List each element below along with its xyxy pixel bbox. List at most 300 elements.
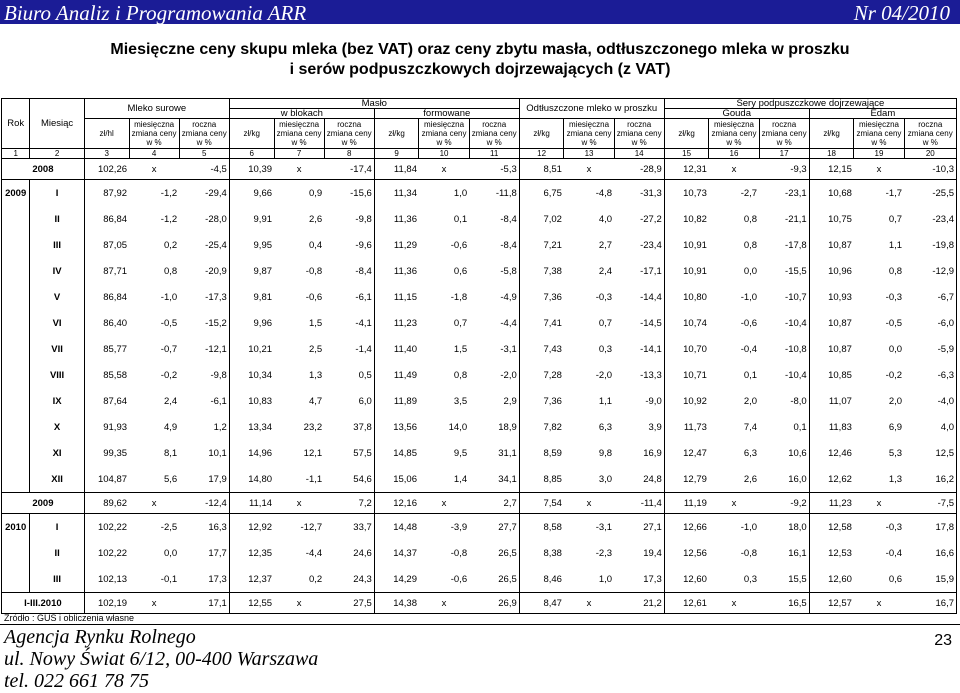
header-line: zmiana ceny: [856, 129, 902, 138]
cell-value: 11,40: [374, 336, 419, 362]
col-sery: Sery podpuszczkowe dojrzewające: [664, 99, 956, 109]
cell-value: 2,6: [743, 473, 758, 485]
cell-value: 12,56: [664, 540, 709, 566]
cell-value: x: [709, 493, 759, 514]
cell-value: 87,64: [84, 388, 129, 414]
cell-value: 11,19: [664, 493, 709, 514]
monthly-change-header: [419, 119, 469, 149]
cell-value: 10,74: [664, 310, 709, 336]
cell-value: 86,84: [84, 284, 129, 310]
cell-value: -4,5: [179, 159, 229, 180]
cell-value: -11,4: [614, 493, 664, 514]
cell-value: 7,38: [519, 258, 564, 284]
cell-rok: 2008: [2, 159, 85, 180]
cell-value: -0,4: [740, 343, 758, 355]
cell-value: -11,8: [469, 180, 519, 207]
cell-value: 1,0: [598, 573, 613, 585]
cell-value: 10,39: [229, 159, 274, 180]
cell-value: 102,13: [84, 566, 129, 593]
cell-rok: [2, 540, 30, 566]
cell-value: -0,1: [160, 573, 178, 585]
cell-rok: [2, 310, 30, 336]
cell-value: -12,9: [904, 258, 956, 284]
cell-value: 9,5: [453, 447, 468, 459]
cell-value: 10,91: [664, 232, 709, 258]
cell-value: -4,9: [500, 291, 517, 303]
cell-value: 31,1: [498, 447, 517, 459]
cell-value: 10,85: [809, 362, 854, 388]
cell-value: 12,15: [809, 159, 854, 180]
cell-value: 0,9: [274, 180, 324, 207]
price-table: [1, 98, 957, 614]
cell-value: -1,1: [305, 473, 323, 485]
header-line: w %: [436, 138, 452, 147]
cell-value: -5,8: [500, 265, 517, 277]
cell-value: 16,3: [179, 514, 229, 541]
cell-value: 4,7: [308, 395, 323, 407]
cell-value: 17,9: [208, 473, 227, 485]
cell-value: 5,6: [163, 473, 178, 485]
cell-value: 16,0: [788, 473, 807, 485]
cell-value: 2,0: [888, 395, 903, 407]
cell-value: 16,7: [904, 593, 956, 614]
cell-value: 7,36: [519, 388, 564, 414]
cell-value: 10,87: [809, 232, 854, 258]
cell-rok: [2, 284, 30, 310]
header-line: miesięczna: [134, 120, 175, 129]
cell-value: 1,2: [213, 421, 227, 433]
cell-value: -0,8: [450, 547, 468, 559]
cell-value: -10,4: [785, 369, 807, 381]
cell-value: -9,6: [355, 239, 372, 251]
cell-value: 86,40: [84, 310, 129, 336]
cell-value: 3,5: [453, 395, 468, 407]
monthly-change-header: [854, 119, 904, 149]
cell-rok: 2009: [2, 493, 85, 514]
cell-value: 0,7: [453, 317, 468, 329]
cell-value: 8,58: [519, 514, 564, 541]
cell-value: 102,22: [84, 514, 129, 541]
cell-value: 7,02: [519, 206, 564, 232]
table-row: [2, 180, 957, 207]
cell-value: 9,8: [598, 447, 613, 459]
cell-value: 4,0: [598, 213, 613, 225]
col-maslo: Masło: [229, 99, 519, 109]
column-number: 3: [84, 149, 129, 159]
cell-miesiac: VI: [30, 310, 85, 336]
cell-value: x: [129, 159, 179, 180]
cell-value: 11,14: [229, 493, 274, 514]
cell-value: -9,8: [210, 369, 227, 381]
yearly-change-header: [614, 119, 664, 149]
header-line: zmiana ceny: [181, 129, 227, 138]
header-line: w %: [146, 138, 162, 147]
cell-rok: [2, 336, 30, 362]
cell-value: -2,7: [709, 180, 759, 207]
header-issue: Nr 04/2010: [853, 1, 950, 25]
cell-value: x: [129, 493, 179, 514]
cell-value: 102,19: [84, 593, 129, 614]
cell-value: 0,1: [743, 369, 758, 381]
cell-value: 17,3: [643, 573, 662, 585]
header-line: zmiana ceny: [131, 129, 177, 138]
header-line: w %: [631, 138, 647, 147]
column-number: 17: [759, 149, 809, 159]
cell-value: -17,8: [785, 239, 807, 251]
cell-value: 0,7: [598, 317, 613, 329]
cell-value: x: [564, 593, 614, 614]
cell-value: -12,4: [179, 493, 229, 514]
unit-header: zł/hl: [84, 119, 129, 149]
cell-value: x: [419, 159, 469, 180]
cell-value: 34,1: [498, 473, 517, 485]
column-number: 9: [374, 149, 419, 159]
table-row: [2, 336, 957, 362]
cell-value: 8,47: [519, 593, 564, 614]
col-w-blokach: w blokach: [229, 109, 374, 119]
cell-value: -1,7: [854, 180, 904, 207]
cell-value: 9,96: [229, 310, 274, 336]
cell-value: 12,46: [809, 440, 854, 466]
cell-value: -9,8: [355, 213, 372, 225]
cell-value: 7,43: [519, 336, 564, 362]
header-line: miesięczna: [279, 120, 320, 129]
cell-rok: [2, 206, 30, 232]
cell-value: 8,85: [519, 466, 564, 493]
cell-value: 7,41: [519, 310, 564, 336]
cell-value: 33,7: [324, 514, 374, 541]
cell-value: 17,1: [179, 593, 229, 614]
cell-value: 86,84: [84, 206, 129, 232]
cell-value: 11,07: [809, 388, 854, 414]
cell-value: -0,3: [854, 514, 904, 541]
cell-value: 6,0: [358, 395, 372, 407]
cell-value: 12,55: [229, 593, 274, 614]
cell-value: 12,37: [229, 566, 274, 593]
cell-value: 14,80: [229, 466, 274, 493]
cell-value: -9,0: [645, 395, 662, 407]
cell-value: -0,6: [305, 291, 323, 303]
cell-value: -1,2: [160, 213, 178, 225]
table-row: [2, 514, 957, 541]
cell-value: 26,9: [469, 593, 519, 614]
header-line: w %: [581, 138, 597, 147]
cell-value: 14,96: [229, 440, 274, 466]
cell-value: 10,93: [809, 284, 854, 310]
cell-value: x: [274, 493, 324, 514]
cell-value: 2,4: [163, 395, 178, 407]
cell-value: -4,0: [904, 388, 956, 414]
cell-value: 16,2: [904, 466, 956, 493]
cell-miesiac: IX: [30, 388, 85, 414]
cell-value: 12,66: [664, 514, 709, 541]
cell-value: 13,34: [229, 414, 274, 440]
header-line: roczna: [772, 120, 797, 129]
cell-value: 12,53: [809, 540, 854, 566]
header-line: roczna: [337, 120, 362, 129]
cell-value: 8,1: [163, 447, 178, 459]
cell-value: 23,2: [303, 421, 323, 433]
cell-value: -14,4: [640, 291, 662, 303]
cell-miesiac: VII: [30, 336, 85, 362]
cell-value: 12,57: [809, 593, 854, 614]
cell-value: 5,3: [888, 447, 903, 459]
cell-rok: I-III.2010: [2, 593, 85, 614]
cell-value: -21,1: [785, 213, 807, 225]
cell-value: 11,23: [374, 310, 419, 336]
cell-value: 9,87: [229, 258, 274, 284]
cell-value: 3,9: [648, 421, 662, 433]
cell-value: 9,66: [229, 180, 274, 207]
cell-miesiac: II: [30, 540, 85, 566]
cell-value: 10,75: [809, 206, 854, 232]
cell-miesiac: X: [30, 414, 85, 440]
cell-value: 14,85: [374, 440, 419, 466]
cell-value: 2,7: [598, 239, 613, 251]
cell-value: 17,3: [208, 573, 227, 585]
header-line: zmiana ceny: [566, 129, 612, 138]
cell-value: 0,0: [743, 265, 758, 277]
cell-value: 7,21: [519, 232, 564, 258]
cell-value: -10,3: [904, 159, 956, 180]
cell-value: 4,9: [163, 421, 178, 433]
header-line: zmiana ceny: [421, 129, 467, 138]
cell-value: x: [564, 159, 614, 180]
cell-value: 0,8: [743, 239, 758, 251]
yearly-change-header: [324, 119, 374, 149]
cell-miesiac: V: [30, 284, 85, 310]
header-line: zmiana ceny: [326, 129, 372, 138]
cell-value: 14,48: [374, 514, 419, 541]
yearly-change-header: [179, 119, 229, 149]
cell-value: 57,5: [353, 447, 372, 459]
cell-value: -23,4: [640, 239, 662, 251]
cell-value: -9,3: [759, 159, 809, 180]
header-line: zmiana ceny: [616, 129, 662, 138]
cell-value: 12,16: [374, 493, 419, 514]
column-number: 11: [469, 149, 519, 159]
column-number: 5: [179, 149, 229, 159]
cell-value: 11,34: [374, 180, 419, 207]
header-line: w %: [341, 138, 357, 147]
header-line: w %: [922, 138, 938, 147]
cell-value: 14,37: [374, 540, 419, 566]
cell-value: -2,0: [500, 369, 517, 381]
cell-value: -20,9: [205, 265, 227, 277]
cell-value: -0,6: [450, 239, 468, 251]
cell-value: 0,2: [163, 239, 178, 251]
cell-value: 85,58: [84, 362, 129, 388]
cell-value: -28,9: [614, 159, 664, 180]
footer-divider: [0, 624, 960, 625]
cell-value: 0,3: [598, 343, 613, 355]
cell-value: 8,38: [519, 540, 564, 566]
cell-value: 0,6: [453, 265, 468, 277]
col-odtl: Odtłuszczone mleko w proszku: [519, 99, 664, 119]
cell-value: 14,0: [448, 421, 468, 433]
cell-value: 0,7: [888, 213, 903, 225]
cell-value: -6,1: [210, 395, 227, 407]
cell-value: 12,5: [904, 440, 956, 466]
monthly-change-header: [564, 119, 614, 149]
cell-value: 0,5: [358, 369, 372, 381]
cell-value: 1,5: [308, 317, 323, 329]
cell-value: -6,7: [904, 284, 956, 310]
cell-value: 24,3: [353, 573, 372, 585]
agency-phone: tel. 022 661 78 75: [4, 670, 149, 692]
cell-value: -5,9: [904, 336, 956, 362]
cell-value: 2,7: [469, 493, 519, 514]
cell-value: -2,5: [129, 514, 179, 541]
cell-value: -10,8: [785, 343, 807, 355]
cell-value: -12,1: [205, 343, 227, 355]
cell-rok: [2, 362, 30, 388]
cell-value: 16,5: [759, 593, 809, 614]
cell-value: 7,36: [519, 284, 564, 310]
header-line: miesięczna: [713, 120, 754, 129]
cell-value: 15,06: [374, 466, 419, 493]
cell-rok: 2009: [2, 180, 30, 207]
page-number: 23: [934, 632, 952, 649]
cell-value: 1,0: [419, 180, 469, 207]
cell-value: 3,0: [598, 473, 613, 485]
table-header: [2, 99, 957, 159]
cell-value: 16,6: [904, 540, 956, 566]
cell-value: -4,8: [564, 180, 614, 207]
cell-value: -25,5: [904, 180, 956, 207]
cell-value: -4,4: [500, 317, 517, 329]
cell-value: 11,23: [809, 493, 854, 514]
cell-value: 10,92: [664, 388, 709, 414]
agency-name: Agencja Rynku Rolnego: [4, 626, 196, 648]
cell-value: x: [709, 593, 759, 614]
table-row: [2, 466, 957, 493]
cell-value: 10,70: [664, 336, 709, 362]
cell-value: 12,92: [229, 514, 274, 541]
cell-value: 2,0: [743, 395, 758, 407]
cell-value: 15,9: [904, 566, 956, 593]
cell-value: 7,82: [519, 414, 564, 440]
cell-value: 11,83: [809, 414, 854, 440]
cell-value: 12,35: [229, 540, 274, 566]
cell-value: -0,2: [160, 369, 178, 381]
cell-value: 10,87: [809, 336, 854, 362]
cell-value: 17,7: [208, 547, 227, 559]
column-number: 4: [129, 149, 179, 159]
cell-value: 1,3: [888, 473, 903, 485]
col-miesiac: Miesiąc: [30, 99, 85, 149]
column-number: 18: [809, 149, 854, 159]
page-title: [0, 40, 960, 80]
cell-value: -2,0: [595, 369, 613, 381]
cell-miesiac: XI: [30, 440, 85, 466]
cell-miesiac: IV: [30, 258, 85, 284]
cell-value: 2,4: [598, 265, 613, 277]
cell-miesiac: I: [30, 514, 85, 541]
header-line: w %: [196, 138, 212, 147]
cell-miesiac: II: [30, 206, 85, 232]
header-publisher: Biuro Analiz i Programowania ARR: [4, 1, 307, 25]
cell-value: -19,8: [904, 232, 956, 258]
table-row: [2, 258, 957, 284]
cell-value: 10,83: [229, 388, 274, 414]
cell-value: -6,3: [904, 362, 956, 388]
cell-value: 12,47: [664, 440, 709, 466]
cell-value: 11,29: [374, 232, 419, 258]
table-row: [2, 310, 957, 336]
header-line: zmiana ceny: [711, 129, 757, 138]
cell-value: 1,1: [888, 239, 903, 251]
col-formowane: formowane: [374, 109, 519, 119]
cell-value: -1,0: [709, 514, 759, 541]
col-mleko: Mleko surowe: [84, 99, 229, 119]
cell-value: 102,26: [84, 159, 129, 180]
header-line: w %: [871, 138, 887, 147]
title-line-1: Miesięczne ceny skupu mleka (bez VAT) oraz ceny zbytu masła, odtłuszczonego mleka w proszku: [110, 41, 850, 58]
cell-value: 17,8: [904, 514, 956, 541]
cell-value: 18,0: [759, 514, 809, 541]
header-line: roczna: [918, 120, 943, 129]
cell-miesiac: VIII: [30, 362, 85, 388]
header-line: zmiana ceny: [276, 129, 322, 138]
cell-value: 11,49: [374, 362, 419, 388]
cell-value: -0,6: [450, 573, 468, 585]
cell-value: 10,80: [664, 284, 709, 310]
cell-value: 12,31: [664, 159, 709, 180]
cell-value: x: [564, 493, 614, 514]
cell-value: 26,5: [498, 573, 517, 585]
cell-value: -17,4: [324, 159, 374, 180]
cell-value: 2,6: [308, 213, 323, 225]
cell-value: 13,56: [374, 414, 419, 440]
cell-value: 10,68: [809, 180, 854, 207]
cell-value: 85,77: [84, 336, 129, 362]
cell-value: 4,0: [904, 414, 956, 440]
cell-value: 24,8: [643, 473, 662, 485]
cell-value: -0,7: [160, 343, 178, 355]
header-line: zmiana ceny: [907, 129, 953, 138]
table-body: [2, 159, 957, 614]
cell-value: -29,4: [179, 180, 229, 207]
cell-value: 10,96: [809, 258, 854, 284]
cell-value: -0,5: [885, 317, 903, 329]
table-row: [2, 284, 957, 310]
column-number: 8: [324, 149, 374, 159]
cell-value: 0,0: [163, 547, 178, 559]
column-numbers-row: [2, 149, 957, 159]
header-line: w %: [486, 138, 502, 147]
cell-value: 8,59: [519, 440, 564, 466]
yearly-change-header: [759, 119, 809, 149]
cell-value: 14,29: [374, 566, 419, 593]
cell-value: -4,1: [355, 317, 372, 329]
cell-value: -6,1: [355, 291, 372, 303]
cell-value: -15,2: [205, 317, 227, 329]
cell-value: 1,3: [308, 369, 323, 381]
col-edam: Edam: [809, 109, 956, 119]
cell-value: 16,1: [788, 547, 807, 559]
cell-value: 7,28: [519, 362, 564, 388]
cell-rok: [2, 388, 30, 414]
column-number: 16: [709, 149, 759, 159]
cell-value: 15,5: [788, 573, 807, 585]
cell-value: 10,73: [664, 180, 709, 207]
cell-value: 1,1: [598, 395, 613, 407]
cell-value: 12,1: [303, 447, 323, 459]
cell-value: -3,1: [564, 514, 614, 541]
column-number: 19: [854, 149, 904, 159]
cell-value: 12,79: [664, 466, 709, 493]
